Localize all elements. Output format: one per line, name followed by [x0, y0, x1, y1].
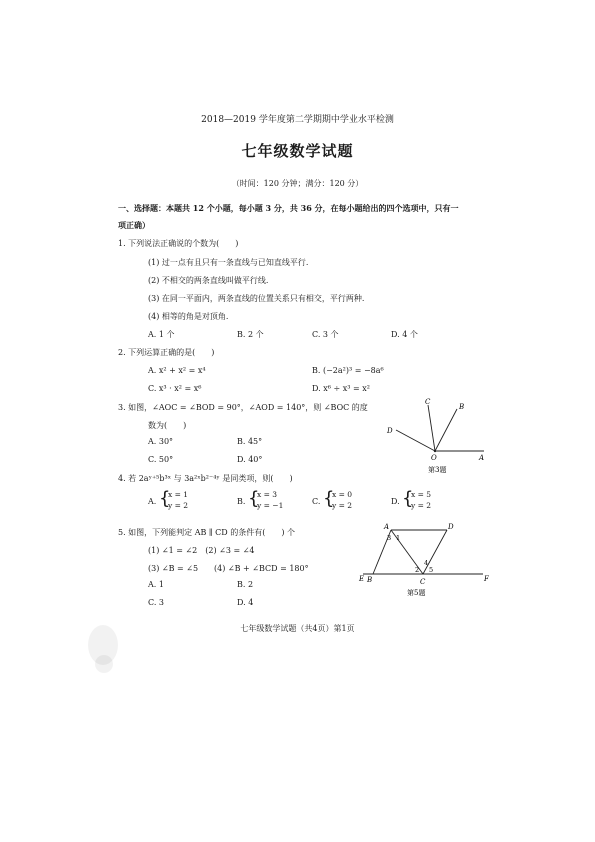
- q4-option-b-system: [257, 489, 283, 511]
- q4-option-c-letter: C.: [312, 497, 321, 506]
- label-f: F: [484, 575, 489, 583]
- q5-parallelogram-figure: [355, 518, 495, 600]
- label-b: B: [367, 576, 373, 584]
- q1-option-a: A. 1 个: [148, 330, 175, 339]
- q4-option-c-eq2: y = 2: [332, 501, 353, 510]
- section-heading-cont: 项正确）: [118, 220, 150, 230]
- q5-option-c: C. 3: [148, 598, 165, 607]
- q1-statement-3: (3) 在同一平面内，两条直线的位置关系只有相交，平行两种.: [148, 294, 365, 303]
- angle-label-3: 3: [387, 534, 392, 542]
- ray-oc: [428, 405, 435, 451]
- q4-option-a-eq2: y = 2: [168, 501, 189, 510]
- q2-option-d: D. x⁶ ÷ x³ = x²: [312, 384, 370, 393]
- q4-option-b-brace: {: [248, 488, 260, 509]
- q1-option-c: C. 3 个: [312, 330, 339, 339]
- q3-stem: 3. 如图，∠AOC = ∠BOD = 90°，∠AOD = 140°，则 ∠BOC 的度: [118, 403, 368, 412]
- q3-option-a: A. 30°: [148, 437, 174, 446]
- exam-header: 2018—2019 学年度第二学期期中学业水平检测: [201, 115, 394, 125]
- q4-option-a-letter: A.: [148, 497, 157, 506]
- point-o: [434, 450, 436, 452]
- label-c: C: [420, 578, 426, 586]
- section-heading: 一、选择题：本题共 12 个小题，每小题 3 分，共 36 分，在每小题给出的四个选项中，只有一: [118, 203, 459, 213]
- q5-stem: 5. 如图，下列能判定 AB ∥ CD 的条件有( ) 个: [118, 528, 296, 537]
- q4-option-c-brace: {: [323, 488, 335, 509]
- q5-option-d: D. 4: [237, 598, 254, 607]
- q4-option-b-letter: B.: [237, 497, 246, 506]
- label-a: A: [384, 523, 390, 531]
- ray-od: [396, 430, 435, 451]
- angle-label-1: 1: [396, 534, 401, 542]
- q3-angle-figure: [380, 393, 490, 475]
- q4-option-d-brace: {: [402, 488, 414, 509]
- q2-option-c: C. x³ · x² = x⁶: [148, 384, 202, 393]
- angle-label-5: 5: [429, 566, 434, 574]
- q4-stem: 4. 若 2aʸ⁺⁵b³ˣ 与 3a²ˣb²⁻⁴ʸ 是同类项，则( ): [118, 474, 293, 483]
- label-o: O: [431, 454, 437, 462]
- label-c: C: [425, 398, 431, 406]
- q4-option-d-eq2: y = 2: [411, 501, 432, 510]
- scan-smudge: [95, 655, 113, 673]
- q4-option-c-system: [332, 489, 352, 511]
- q4-option-a-eq1: x = 1: [168, 490, 189, 499]
- q3-option-b: B. 45°: [237, 437, 263, 446]
- q4-option-a-system: [168, 489, 188, 511]
- segment-dc: [423, 530, 447, 574]
- angle-label-2: 2: [415, 566, 420, 574]
- page-footer: 七年级数学试题（共4页）第1页: [240, 624, 355, 633]
- q2-option-a: A. x² + x² = x⁴: [148, 366, 206, 375]
- q3-option-d: D. 40°: [237, 455, 263, 464]
- q4-option-c-eq1: x = 0: [332, 490, 353, 499]
- q5-condition-3-4: (3) ∠B = ∠5 (4) ∠B + ∠BCD = 180°: [148, 564, 309, 573]
- exam-info: （时间：120 分钟；满分：120 分）: [231, 179, 364, 188]
- q4-option-d-eq1: x = 5: [411, 490, 432, 499]
- label-d: D: [448, 523, 454, 531]
- q4-option-b-eq2: y = −1: [257, 501, 284, 510]
- q3-figure-caption: 第3题: [428, 466, 447, 474]
- q5-figure-caption: 第5题: [407, 589, 426, 597]
- label-e: E: [359, 575, 365, 583]
- q3-stem-cont: 数为( ): [148, 421, 187, 430]
- q1-option-b: B. 2 个: [237, 330, 264, 339]
- q4-option-d-system: [411, 489, 431, 511]
- ray-ob: [435, 409, 457, 451]
- q1-statement-2: (2) 不相交的两条直线叫做平行线.: [148, 276, 269, 285]
- q5-option-b: B. 2: [237, 580, 254, 589]
- label-d: D: [387, 427, 393, 435]
- page-title: 七年级数学试题: [241, 142, 354, 160]
- q3-option-c: C. 50°: [148, 455, 174, 464]
- q1-option-d: D. 4 个: [391, 330, 418, 339]
- q4-option-b-eq1: x = 3: [257, 490, 278, 499]
- q2-option-b: B. (−2a²)³ = −8a⁶: [312, 366, 384, 375]
- label-a: A: [479, 454, 485, 462]
- q1-statement-4: (4) 相等的角是对顶角.: [148, 312, 229, 321]
- label-b: B: [459, 403, 465, 411]
- q4-option-a-brace: {: [159, 488, 171, 509]
- q2-stem: 2. 下列运算正确的是( ): [118, 348, 215, 357]
- q5-option-a: A. 1: [148, 580, 164, 589]
- q1-statement-1: (1) 过一点有且只有一条直线与已知直线平行.: [148, 258, 309, 267]
- angle-label-4: 4: [424, 559, 429, 567]
- q4-option-d-letter: D.: [391, 497, 400, 506]
- q5-condition-1-2: (1) ∠1 = ∠2 (2) ∠3 = ∠4: [148, 546, 255, 555]
- q1-stem: 1. 下列说法正确说的个数为( ): [118, 239, 239, 248]
